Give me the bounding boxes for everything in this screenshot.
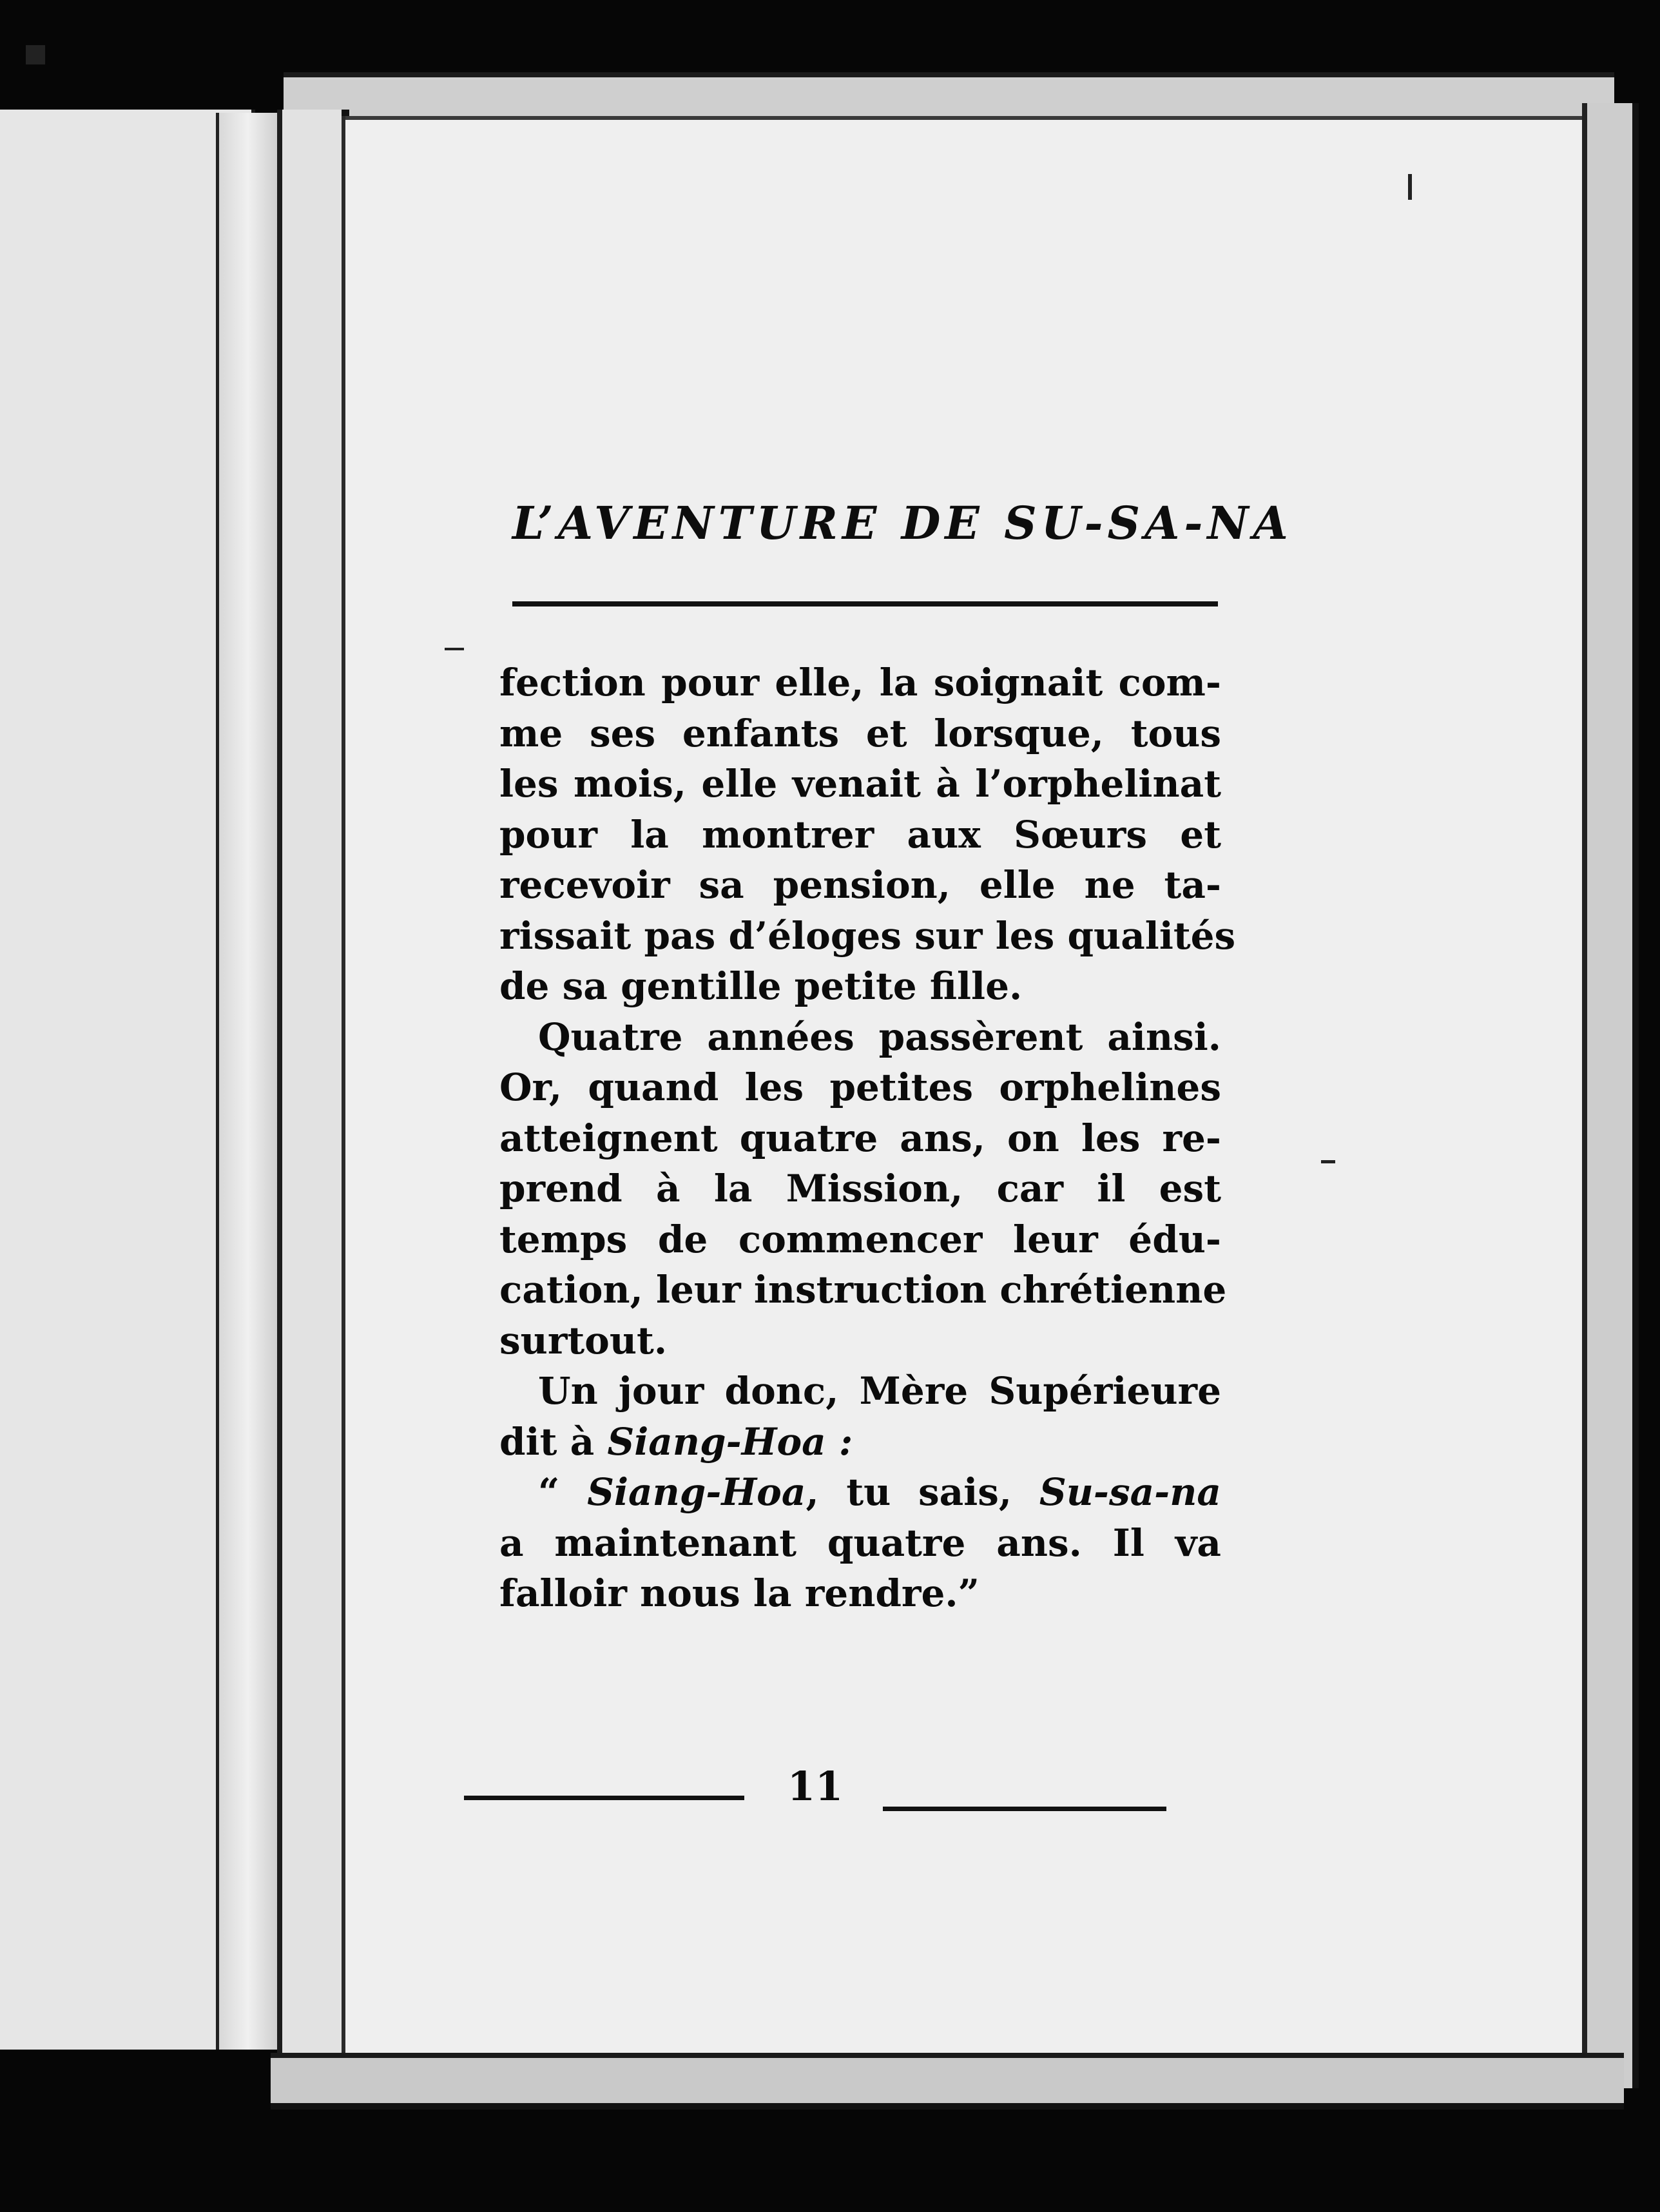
paragraph-3	[499, 1366, 1221, 1619]
scan-speck	[1321, 1160, 1335, 1163]
text-line: atteignent quatre ans, on les re-	[499, 1116, 1221, 1160]
scan-speck	[26, 45, 45, 64]
running-head-rule	[512, 601, 1218, 606]
text-line: prend à la Mission, car il est	[499, 1167, 1221, 1210]
open-quote: “	[538, 1470, 588, 1514]
folio-rule-right	[883, 1807, 1166, 1811]
text-line: a maintenant quatre ans. Il va	[499, 1520, 1221, 1565]
text-line: de sa gentille petite fille.	[499, 964, 1023, 1008]
text-line: pour la montrer aux Sœurs et	[499, 812, 1221, 857]
text-run: dit à	[499, 1419, 608, 1464]
text-line: falloir nous la rendre.”	[499, 1571, 980, 1615]
name-su-sa-na: Su-sa-na	[1039, 1470, 1221, 1514]
book-board-top-edge	[284, 72, 1614, 121]
text-line: fection pour elle, la soignait com-	[499, 661, 1221, 704]
text-line	[499, 1467, 1221, 1518]
page-gutter-fold	[216, 113, 280, 2050]
page-number: 11	[787, 1763, 844, 1810]
paragraph-2	[499, 1012, 1227, 1366]
body-text	[499, 657, 1236, 1619]
text-line: Or, quand les petites orphelines	[499, 1065, 1221, 1109]
paragraph-1	[499, 657, 1236, 1012]
text-line: Quatre années passèrent ainsi.	[538, 1014, 1221, 1059]
text-line: rissait pas d’éloges sur les qualités	[499, 913, 1236, 958]
text-line: recevoir sa pension, elle ne ta-	[499, 863, 1221, 907]
running-head: L’AVENTURE DE SU-SA-NA	[512, 496, 1293, 550]
scan-speck	[1408, 174, 1412, 200]
scan-speck	[445, 648, 464, 650]
text-line: temps de commencer leur édu-	[499, 1217, 1221, 1261]
text-line: surtout.	[499, 1318, 668, 1363]
text-line: me ses enfants et lorsque, tous	[499, 711, 1221, 755]
name-siang-hoa: Siang-Hoa :	[607, 1419, 853, 1464]
text-line: les mois, elle venait à l’orphelinat	[499, 762, 1221, 806]
text-line: Un jour donc, Mère Supérieure	[538, 1369, 1221, 1413]
book-board-bottom-edge	[271, 2053, 1624, 2110]
text-run: , tu sais,	[806, 1470, 1039, 1514]
text-line: cation, leur instruction chrétienne	[499, 1268, 1227, 1312]
text-line	[499, 1417, 1221, 1468]
book-spine-strip	[277, 110, 349, 2062]
book-board-right-edge	[1582, 103, 1639, 2088]
name-siang-hoa: Siang-Hoa	[587, 1470, 806, 1514]
folio-rule-left	[464, 1796, 744, 1800]
